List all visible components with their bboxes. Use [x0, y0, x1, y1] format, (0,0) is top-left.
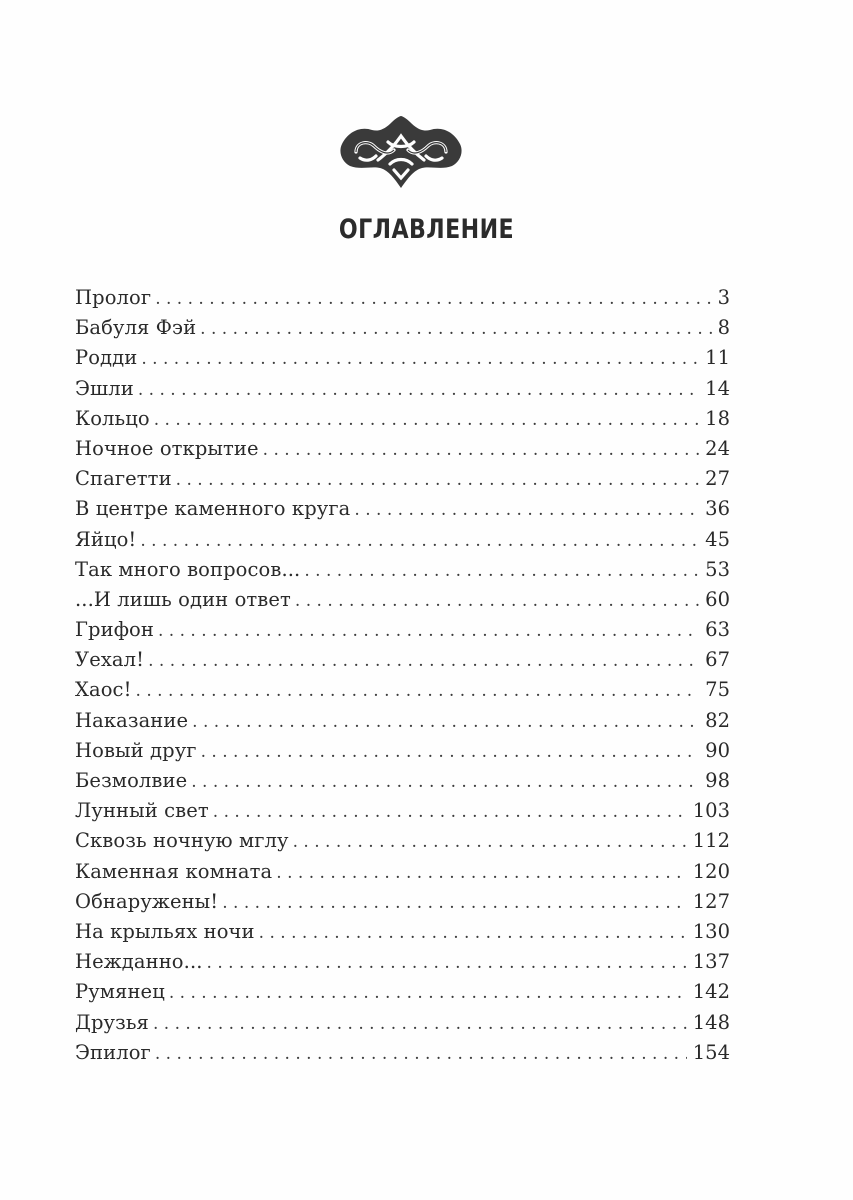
- toc-entry-title: В центре каменного круга: [75, 497, 351, 521]
- toc-entry-title: Эпилог: [75, 1040, 151, 1064]
- toc-entry-page-number: 24: [705, 436, 730, 460]
- toc-entry-title: Родди: [75, 346, 138, 370]
- toc-entry-title: Кольцо: [75, 406, 150, 430]
- toc-entry-title: Уехал!: [75, 648, 145, 672]
- toc-entry-title: Лунный свет: [75, 799, 209, 823]
- toc-dot-leader: [169, 978, 687, 1008]
- toc-dot-leader: [141, 344, 699, 374]
- toc-entry: [75, 766, 730, 796]
- toc-dot-leader: [154, 405, 699, 435]
- toc-entry: [75, 343, 730, 373]
- toc-entry: [75, 404, 730, 434]
- toc-entry: [75, 887, 730, 917]
- toc-dot-leader: [155, 284, 711, 314]
- toc-entry-title: Спагетти: [75, 467, 172, 491]
- celtic-knot-ornament-icon: [338, 112, 464, 192]
- toc-entry-page-number: 67: [705, 648, 730, 672]
- toc-dot-leader: [138, 375, 699, 405]
- toc-entry: [75, 555, 730, 585]
- toc-dot-leader: [148, 646, 699, 676]
- toc-entry-title: Румянец: [75, 980, 165, 1004]
- toc-entry: [75, 615, 730, 645]
- toc-entry-page-number: 27: [705, 467, 730, 491]
- toc-entry: [75, 1038, 730, 1068]
- toc-entry-page-number: 53: [705, 557, 730, 581]
- toc-entry: [75, 977, 730, 1007]
- toc-entry: [75, 645, 730, 675]
- toc-entry-title: Нежданно...: [75, 950, 203, 974]
- toc-entry-title: Каменная комната: [75, 859, 273, 883]
- toc-entry-page-number: 112: [692, 829, 730, 853]
- toc-entry: [75, 857, 730, 887]
- toc-dot-leader: [354, 495, 699, 525]
- toc-entry: [75, 585, 730, 615]
- toc-entry-page-number: 98: [705, 769, 730, 792]
- toc-entry: [75, 525, 730, 555]
- toc-entry-page-number: 154: [692, 1040, 730, 1064]
- toc-entry-title: ...И лишь один ответ: [75, 587, 291, 611]
- toc-entry-page-number: 63: [705, 618, 730, 642]
- toc-entry-title: Друзья: [75, 1010, 149, 1034]
- toc-entry-page-number: 103: [692, 799, 730, 823]
- toc-entry-title: Хаос!: [75, 678, 132, 702]
- toc-dot-leader: [222, 888, 687, 918]
- toc-entry-page-number: 18: [705, 406, 730, 430]
- toc-dot-leader: [276, 858, 686, 888]
- toc-dot-leader: [259, 918, 687, 948]
- toc-entry-title: Эшли: [75, 376, 134, 400]
- toc-entry-page-number: 82: [705, 708, 730, 732]
- toc-dot-leader: [207, 948, 687, 978]
- toc-dot-leader: [263, 435, 700, 465]
- toc-entry: [75, 796, 730, 826]
- toc-entry-page-number: 8: [717, 316, 730, 340]
- toc-entry-title: Так много вопросов...: [75, 557, 301, 581]
- toc-entry: [75, 1008, 730, 1038]
- toc-entry-title: Наказание: [75, 708, 189, 732]
- toc-entry-page-number: 14: [705, 376, 730, 400]
- toc-dot-leader: [140, 526, 699, 556]
- toc-dot-leader: [213, 797, 687, 827]
- toc-dot-leader: [201, 737, 700, 767]
- toc-entry-page-number: 120: [692, 859, 730, 883]
- toc-entry-page-number: 45: [705, 527, 730, 551]
- toc-entry-page-number: 137: [692, 950, 730, 974]
- toc-entry: [75, 494, 730, 524]
- toc-entry: [75, 826, 730, 856]
- toc-entry: [75, 736, 730, 766]
- table-of-contents: [75, 283, 730, 1068]
- toc-entry-title: На крыльях ночи: [75, 919, 255, 943]
- page-title: ОГЛАВЛЕНИЕ: [338, 214, 515, 245]
- toc-entry: [75, 374, 730, 404]
- toc-dot-leader: [191, 767, 699, 797]
- toc-entry-page-number: 130: [692, 919, 730, 943]
- toc-dot-leader: [295, 586, 699, 616]
- toc-entry-page-number: 36: [705, 497, 730, 521]
- toc-entry-page-number: 127: [692, 889, 730, 913]
- toc-entry-page-number: 148: [692, 1010, 730, 1034]
- toc-entry: [75, 434, 730, 464]
- toc-entry-title: Яйцо!: [75, 527, 137, 551]
- toc-entry: [75, 947, 730, 977]
- toc-entry-page-number: 90: [705, 738, 730, 762]
- toc-entry: [75, 464, 730, 494]
- toc-entry-title: Новый друг: [75, 738, 197, 762]
- toc-entry-page-number: 60: [705, 587, 730, 611]
- toc-entry-title: Ночное открытие: [75, 436, 259, 460]
- toc-dot-leader: [158, 616, 699, 646]
- toc-dot-leader: [136, 676, 700, 706]
- toc-entry-title: Обнаружены!: [75, 889, 219, 913]
- toc-entry: [75, 283, 730, 313]
- toc-entry: [75, 706, 730, 736]
- toc-entry-page-number: 75: [705, 678, 730, 702]
- toc-entry-title: Бабуля Фэй: [75, 316, 197, 340]
- toc-dot-leader: [304, 556, 699, 586]
- toc-dot-leader: [293, 827, 687, 857]
- toc-entry-title: Сквозь ночную мглу: [75, 829, 289, 853]
- toc-entry: [75, 313, 730, 343]
- toc-dot-leader: [176, 465, 700, 495]
- toc-dot-leader: [192, 707, 699, 737]
- toc-dot-leader: [153, 1009, 687, 1039]
- toc-entry: [75, 917, 730, 947]
- toc-entry-page-number: 3: [717, 286, 730, 309]
- toc-entry-page-number: 142: [692, 980, 730, 1004]
- toc-entry-title: Пролог: [75, 286, 152, 309]
- toc-dot-leader: [200, 314, 711, 344]
- toc-entry-title: Безмолвие: [75, 769, 188, 792]
- toc-entry-title: Грифон: [75, 618, 154, 642]
- toc-entry-page-number: 11: [705, 346, 730, 370]
- toc-entry: [75, 675, 730, 705]
- toc-dot-leader: [155, 1039, 687, 1069]
